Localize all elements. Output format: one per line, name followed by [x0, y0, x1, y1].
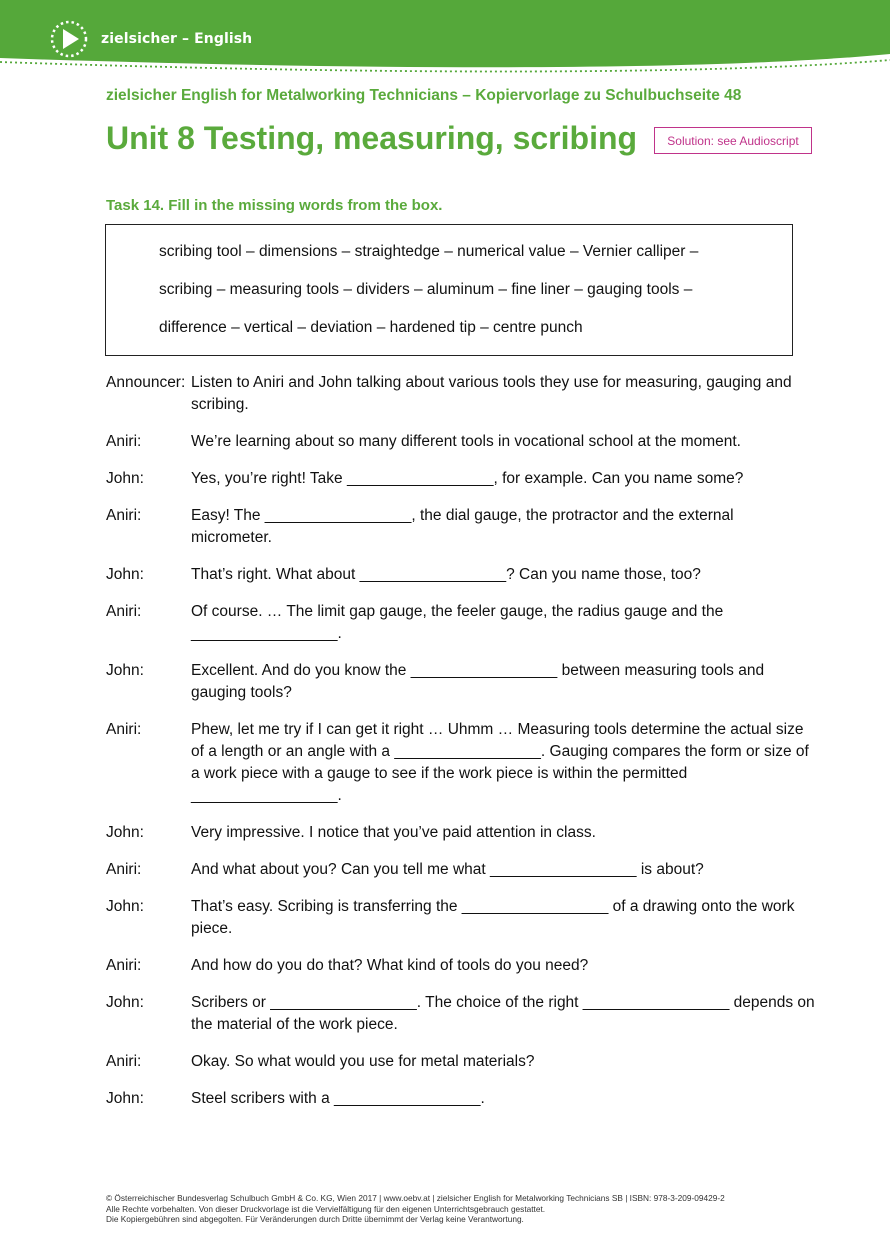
speaker-label: John: — [106, 566, 144, 583]
footer-line: Alle Rechte vorbehalten. Von dieser Druckvorlage ist die Vervielfältigung für den eigenen Unterrichtsgebrauch gestattet. — [106, 1203, 546, 1214]
speech-text: Easy! The _________________, the dial gauge, the protractor and the external micrometer. — [191, 507, 734, 546]
speech-text: Very impressive. I notice that you’ve paid attention in class. — [191, 824, 596, 841]
word-box-line: scribing – measuring tools – dividers – aluminum – fine liner – gauging tools – — [159, 281, 693, 298]
dialogue-line — [106, 505, 816, 549]
dialogue-line — [106, 992, 816, 1036]
speech-text: Phew, let me try if I can get it right … Uhmm … Measuring tools determine the actual size of a length or an angle with a _________________. Gauging compares the form or size of a work piece with a gauge to see if the work piece is within the permitted _________________. — [191, 721, 809, 804]
dialogue-line — [106, 564, 816, 586]
page-subtitle: zielsicher English for Metalworking Technicians – Kopiervorlage zu Schulbuchseite 48 — [106, 87, 742, 104]
solution-note — [654, 127, 812, 154]
speaker-label: John: — [106, 662, 144, 679]
page-title: Unit 8 Testing, measuring, scribing — [106, 120, 638, 156]
brand-name: zielsicher – English — [101, 31, 253, 47]
speech-text: And how do you do that? What kind of tools do you need? — [191, 957, 589, 974]
dialogue-line — [106, 896, 816, 940]
speaker-label: John: — [106, 898, 144, 915]
dialogue-line — [106, 1051, 816, 1073]
footer-line: Die Kopiergebühren sind abgegolten. Für Veränderungen durch Dritte übernimmt der Verlag keine Verantwortung. — [106, 1214, 524, 1224]
speech-text: Excellent. And do you know the _________________ between measuring tools and gauging tools? — [191, 662, 765, 701]
speech-text: That’s right. What about _________________? Can you name those, too? — [191, 566, 701, 583]
speaker-label: Aniri: — [106, 507, 142, 524]
word-box — [105, 224, 793, 356]
dialogue — [106, 372, 816, 1125]
speech-text: Steel scribers with a _________________. — [191, 1090, 485, 1107]
speech-text: Scribers or _________________. The choice of the right _________________ depends on the material of the work piece. — [191, 994, 815, 1033]
word-box-line: difference – vertical – deviation – hardened tip – centre punch — [159, 319, 583, 336]
speaker-label: John: — [106, 470, 144, 487]
dialogue-line — [106, 859, 816, 881]
copyright-footer — [106, 1193, 826, 1225]
dialogue-line — [106, 660, 816, 704]
speech-text: And what about you? Can you tell me what _________________ is about? — [191, 861, 704, 878]
footer-line: © Österreichischer Bundesverlag Schulbuch GmbH & Co. KG, Wien 2017 | www.oebv.at | zielsicher English for Metalworking Technicians SB | ISBN: 978-3-209-09429-2 — [106, 1193, 725, 1203]
dialogue-line — [106, 955, 816, 977]
speech-text: Okay. So what would you use for metal materials? — [191, 1053, 535, 1070]
speech-text: That’s easy. Scribing is transferring the _________________ of a drawing onto the work piece. — [191, 898, 795, 937]
speaker-label: Aniri: — [106, 957, 142, 974]
speaker-label: Aniri: — [106, 721, 142, 738]
speaker-label: Aniri: — [106, 603, 142, 620]
speaker-label: Aniri: — [106, 861, 142, 878]
task-instruction: Task 14. Fill in the missing words from the box. — [106, 197, 443, 214]
speech-text: We’re learning about so many different tools in vocational school at the moment. — [191, 433, 741, 450]
speech-text: Listen to Aniri and John talking about various tools they use for measuring, gauging and scribing. — [191, 374, 792, 413]
dialogue-line — [106, 468, 816, 490]
dialogue-line — [106, 372, 816, 416]
speaker-label: John: — [106, 824, 144, 841]
dialogue-line — [106, 601, 816, 645]
dialogue-line — [106, 431, 816, 453]
word-box-line: scribing tool – dimensions – straightedge – numerical value – Vernier calliper – — [159, 243, 699, 260]
dialogue-line — [106, 1088, 816, 1110]
speech-text: Of course. … The limit gap gauge, the feeler gauge, the radius gauge and the _________________. — [191, 603, 724, 642]
speech-text: Yes, you’re right! Take _________________, for example. Can you name some? — [191, 470, 744, 487]
speaker-label: Aniri: — [106, 1053, 142, 1070]
dialogue-line — [106, 822, 816, 844]
solution-note-text: Solution: see Audioscript — [667, 133, 799, 148]
speaker-label: Announcer: — [106, 374, 186, 391]
speaker-label: John: — [106, 1090, 144, 1107]
speaker-label: John: — [106, 994, 144, 1011]
speaker-label: Aniri: — [106, 433, 142, 450]
dialogue-line — [106, 719, 816, 807]
